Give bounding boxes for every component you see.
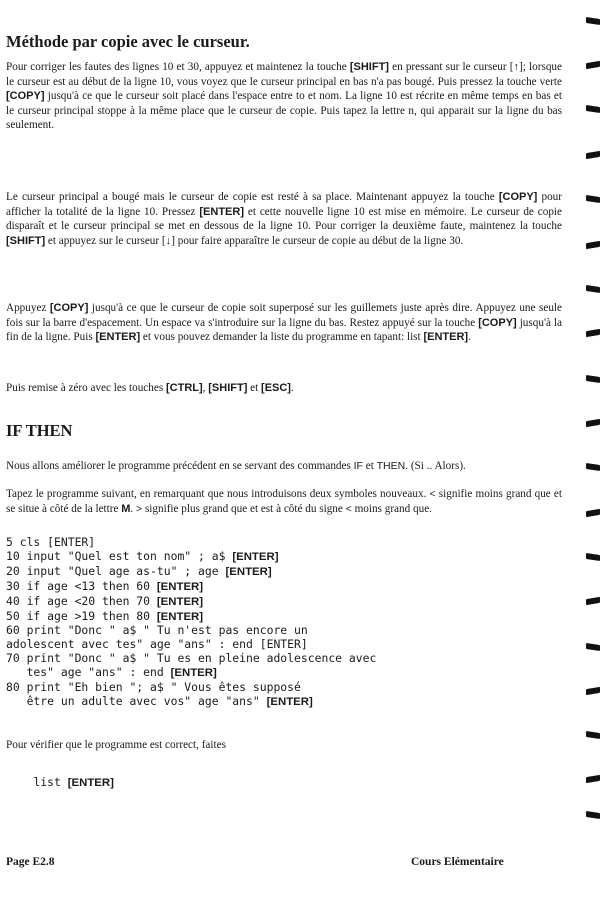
margin-mark [586,285,600,293]
enter-key-label: [ENTER] [156,580,204,593]
margin-mark [586,329,600,337]
margin-mark [586,105,600,113]
binding-margin-marks [583,0,605,900]
margin-mark [586,463,600,471]
code-line: 70 print "Donc " a$ " Tu es en pleine adolescence avec [6,651,377,666]
margin-mark [586,687,600,695]
key-label: [SHIFT] [208,382,248,394]
enter-key-label: [ENTER] [67,776,114,789]
enter-key-label: [ENTER] [156,595,204,608]
enter-key-label: [ENTER] [170,667,217,680]
keyword: < [429,488,436,500]
margin-mark [586,811,600,819]
margin-mark [586,509,600,517]
section-title-copy-method: Méthode par copie avec le curseur. [6,32,250,51]
margin-mark [586,643,600,651]
key-label: [COPY] [498,191,538,203]
list-command [6,762,562,805]
code-line: 60 print "Donc " a$ " Tu n'est pas encore un [6,623,308,638]
page-number: Page E2.8 [6,856,55,868]
section-title-if-then: IF THEN [6,421,73,440]
margin-mark [586,195,600,203]
code-line: tes" age "ans" : end [ENTER] [6,665,217,680]
code-line: 30 if age <13 then 60 [ENTER] [6,578,204,593]
key-label: [SHIFT] [349,61,389,73]
keyword: THEN [376,460,406,472]
margin-mark [586,375,600,383]
key-label: M [121,502,131,515]
code-line: 5 cls [ENTER] [6,535,96,549]
key-label: [CTRL] [166,382,203,394]
key-label: [ENTER] [199,205,244,218]
paragraph: Pour vérifier que le programme est correct, faites [6,739,226,751]
enter-key-label: [ENTER] [232,550,279,563]
key-label: [ESC] [261,382,291,394]
keyword: IF [353,460,363,472]
key-label: [SHIFT] [6,234,46,247]
code-line: 40 if age <20 then 70 [ENTER] [6,593,204,608]
paragraph: Appuyez [COPY] jusqu'à ce que le curseur de copie soit superposé sur les guillemets juste après dire. Appuyez une seule fois sur la barre d'espacement. Un espace va s'introduire sur la ligne du bas. Restez appuyé sur la touche [COPY] jusqu'à la fin de la ligne. Puis [ENTER] et vous pouvez demander la liste du programme en tapant: list [ENTER]. [6,302,562,344]
key-label: [COPY] [49,302,89,314]
code-line: 50 if age >19 then 80 [ENTER] [6,608,204,623]
code-line: être un adulte avec vos" age "ans" [ENTER] [6,693,313,708]
paragraph: Puis remise à zéro avec les touches [CTRL], [SHIFT] et [ESC]. [6,382,294,394]
margin-mark [586,775,600,783]
code-line: 80 print "Eh bien "; a$ " Vous êtes supposé [6,680,301,695]
margin-mark [586,597,600,605]
key-label: [COPY] [478,316,517,329]
margin-mark [586,61,600,69]
enter-key-label: [ENTER] [225,565,272,578]
keyword: > [136,502,143,515]
margin-mark [586,419,600,427]
code-line: adolescent avec tes" age "ans" : end [ENTER] [6,637,308,652]
keyword: < [345,502,352,515]
key-label: [ENTER] [95,331,141,344]
margin-mark [586,241,600,249]
margin-mark [586,17,600,25]
list-command-text: list [33,774,68,789]
margin-mark [586,553,600,561]
enter-key-label: [ENTER] [266,695,313,708]
margin-mark [586,151,600,159]
code-line: 20 input "Quel age as-tu" ; age [ENTER] [6,563,272,578]
key-label: [ENTER] [423,331,469,344]
course-title: Cours Elémentaire [411,856,504,868]
key-label: [COPY] [6,90,45,103]
paragraph: Le curseur principal a bougé mais le curseur de copie est resté à sa place. Maintenant appuyez la touche [COPY] pour afficher la totalité de la ligne 10. Pressez [ENTER] et cette nouvelle ligne 10 est mise en mémoire. Le curseur de copie disparaît et le curseur principal se met en dessous de la ligne 10. Pour corriger la deuxième faute, maintenez la touche [SHIFT] et appuyez sur le curseur [↓] pour faire apparaître le curseur de copie au début de la ligne 30. [6,191,562,247]
paragraph: Tapez le programme suivant, en remarquant que nous introduisons deux symboles nouveaux. < signifie moins grand que et se situe à côté de la lettre M. > signifie plus grand que et est à côté du signe < moins grand que. [6,488,562,515]
code-line: 10 input "Quel est ton nom" ; a$ [ENTER] [6,548,279,563]
code-listing [6,536,562,710]
margin-mark [586,731,600,739]
paragraph: Pour corriger les fautes des lignes 10 et 30, appuyez et maintenez la touche [SHIFT] en pressant sur le curseur [↑]; lorsque le curseur est au début de la ligne 10, vous voyez que le curseur principal en bas n'a pas bougé. Puis pressez la touche verte [COPY] jusqu'à ce que le curseur soit placé dans l'espace entre to et nom. La ligne 10 est récrite en même temps en bas et le curseur principal stoppe à la même place que le curseur de copie. Puis tapez la lettre n, qui apparait sur la ligne du bas seulement. [6,61,562,132]
enter-key-label: [ENTER] [156,610,204,623]
paragraph: Nous allons améliorer le programme précédent en se servant des commandes IF et THEN. (Si .. Alors). [6,460,466,472]
